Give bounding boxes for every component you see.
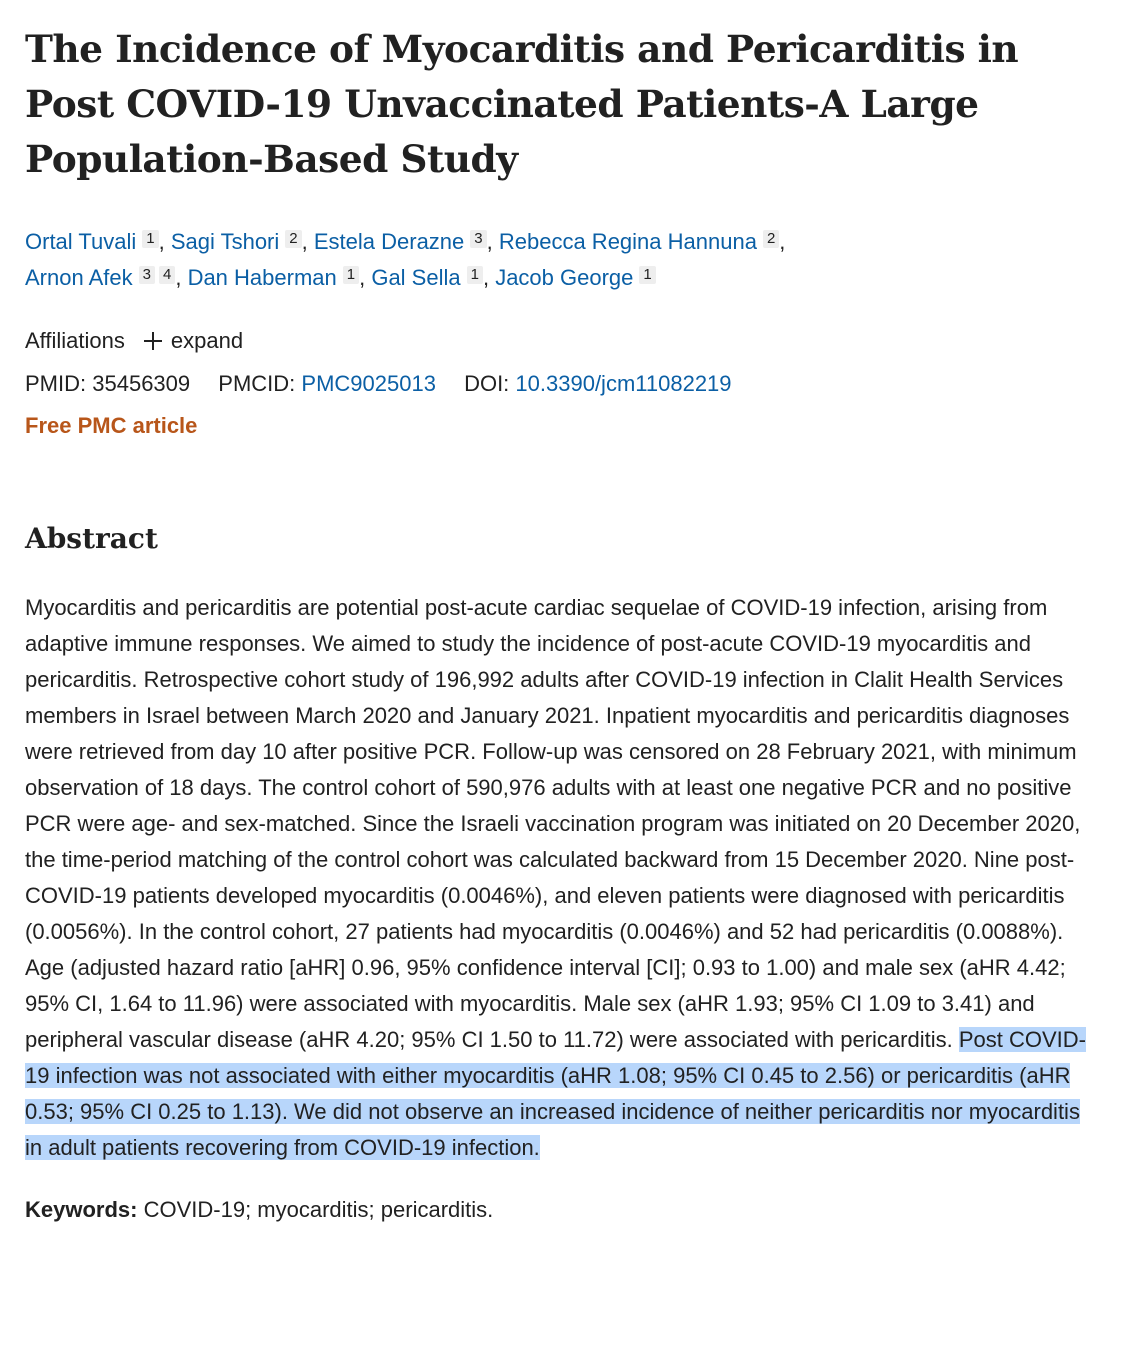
affiliation-ref[interactable]: 3 — [139, 266, 155, 284]
affiliation-ref[interactable]: 3 — [470, 230, 486, 248]
keywords-label: Keywords: — [25, 1197, 138, 1222]
abstract-body: Myocarditis and pericarditis are potential post-acute cardiac sequelae of COVID-19 infection, arising from adaptive immune responses. We aimed to study the incidence of post-acute COVID-19 myocarditis and pericarditis. Retrospective cohort study of 196,992 adults after COVID-19 infection in Clalit Health Services members in Israel between March 2020 and January 2021. Inpatient myocarditis and pericarditis diagnoses were retrieved from day 10 after positive PCR. Follow-up was censored on 28 February 2021, with minimum observation of 18 days. The control cohort of 590,976 adults with at least one negative PCR and no positive PCR were age- and sex-matched. Since the Israeli vaccination program was initiated on 20 December 2020, the time-period matching of the control cohort was calculated backward from 15 December 2020. Nine post-COVID-19 patients developed myocarditis (0.0046%), and eleven patients were diagnosed with pericarditis (0.0056%). In the control cohort, 27 patients had myocarditis (0.0046%) and 52 had pericarditis (0.0088%). Age (adjusted hazard ratio [aHR] 0.96, 95% confidence interval [CI]; 0.93 to 1.00) and male sex (aHR 4.42; 95% CI, 1.64 to 11.96) were associated with myocarditis. Male sex (aHR 1.93; 95% CI 1.09 to 3.41) and peripheral vascular disease (aHR 4.20; 95% CI 1.50 to 11.72) were associated with pericarditis. — [25, 595, 1081, 1052]
affiliation-ref[interactable]: 1 — [142, 230, 158, 248]
doi-label: DOI: — [464, 371, 510, 396]
identifiers-row — [25, 369, 1105, 399]
pmcid-link[interactable]: PMC9025013 — [301, 371, 436, 396]
author-link[interactable]: Estela Derazne — [313, 229, 465, 254]
expand-affiliations-button[interactable]: expand — [170, 328, 244, 353]
author-link[interactable]: Rebecca Regina Hannuna — [498, 229, 757, 254]
article-page — [25, 22, 1105, 1225]
affiliation-ref[interactable]: 2 — [763, 230, 779, 248]
keywords-row — [25, 1195, 1105, 1225]
abstract-highlighted-selection: Post COVID-19 infection was not associated with either myocarditis (aHR 1.08; 95% CI 0.45 to 2.56) or pericarditis (aHR 0.53; 95% CI 0.25 to 1.13). We did not observe an increased incidence of neither pericarditis nor myocarditis in adult patients recovering from COVID-19 infection. — [25, 1027, 1086, 1160]
affiliations-label: Affiliations — [25, 328, 125, 353]
affiliation-ref[interactable]: 1 — [343, 266, 359, 284]
affiliation-ref[interactable]: 1 — [639, 266, 655, 284]
author-list: Ortal Tuvali $^1$ , Sagi Tshori $^2$ , Estela Derazne $^3$ , Rebecca Regina Hannuna $^2$ , Arnon Afek $^3$ $^4$ , Dan Haberman $^1$ , Gal Sella $^1$ , Jacob George $^1$ — [25, 229, 786, 290]
pmcid-label: PMCID: — [218, 371, 296, 396]
author-link[interactable]: Dan Haberman — [187, 265, 337, 290]
plus-icon[interactable] — [143, 331, 163, 351]
affiliation-ref[interactable]: 2 — [285, 230, 301, 248]
affiliations-row — [25, 326, 1105, 356]
doi-link[interactable]: 10.3390/jcm11082219 — [515, 371, 732, 396]
abstract-heading: Abstract — [25, 522, 158, 555]
article-title: The Incidence of Myocarditis and Pericarditis in Post COVID-19 Unvaccinated Patients-A Large Population-Based Study — [25, 27, 1019, 181]
author-link[interactable]: Arnon Afek — [25, 265, 133, 290]
pmid-value: 35456309 — [92, 371, 191, 396]
pmid-label: PMID: — [25, 371, 87, 396]
affiliation-ref[interactable]: 4 — [159, 266, 175, 284]
keywords-value: COVID-19; myocarditis; pericarditis. — [143, 1197, 494, 1222]
author-link[interactable]: Ortal Tuvali — [25, 229, 137, 254]
abstract-text — [25, 590, 1095, 1166]
author-link[interactable]: Jacob George — [495, 265, 634, 290]
affiliation-ref[interactable]: 1 — [467, 266, 483, 284]
author-link[interactable]: Sagi Tshori — [170, 229, 280, 254]
free-pmc-article-link[interactable]: Free PMC article — [25, 413, 198, 438]
author-link[interactable]: Gal Sella — [371, 265, 461, 290]
